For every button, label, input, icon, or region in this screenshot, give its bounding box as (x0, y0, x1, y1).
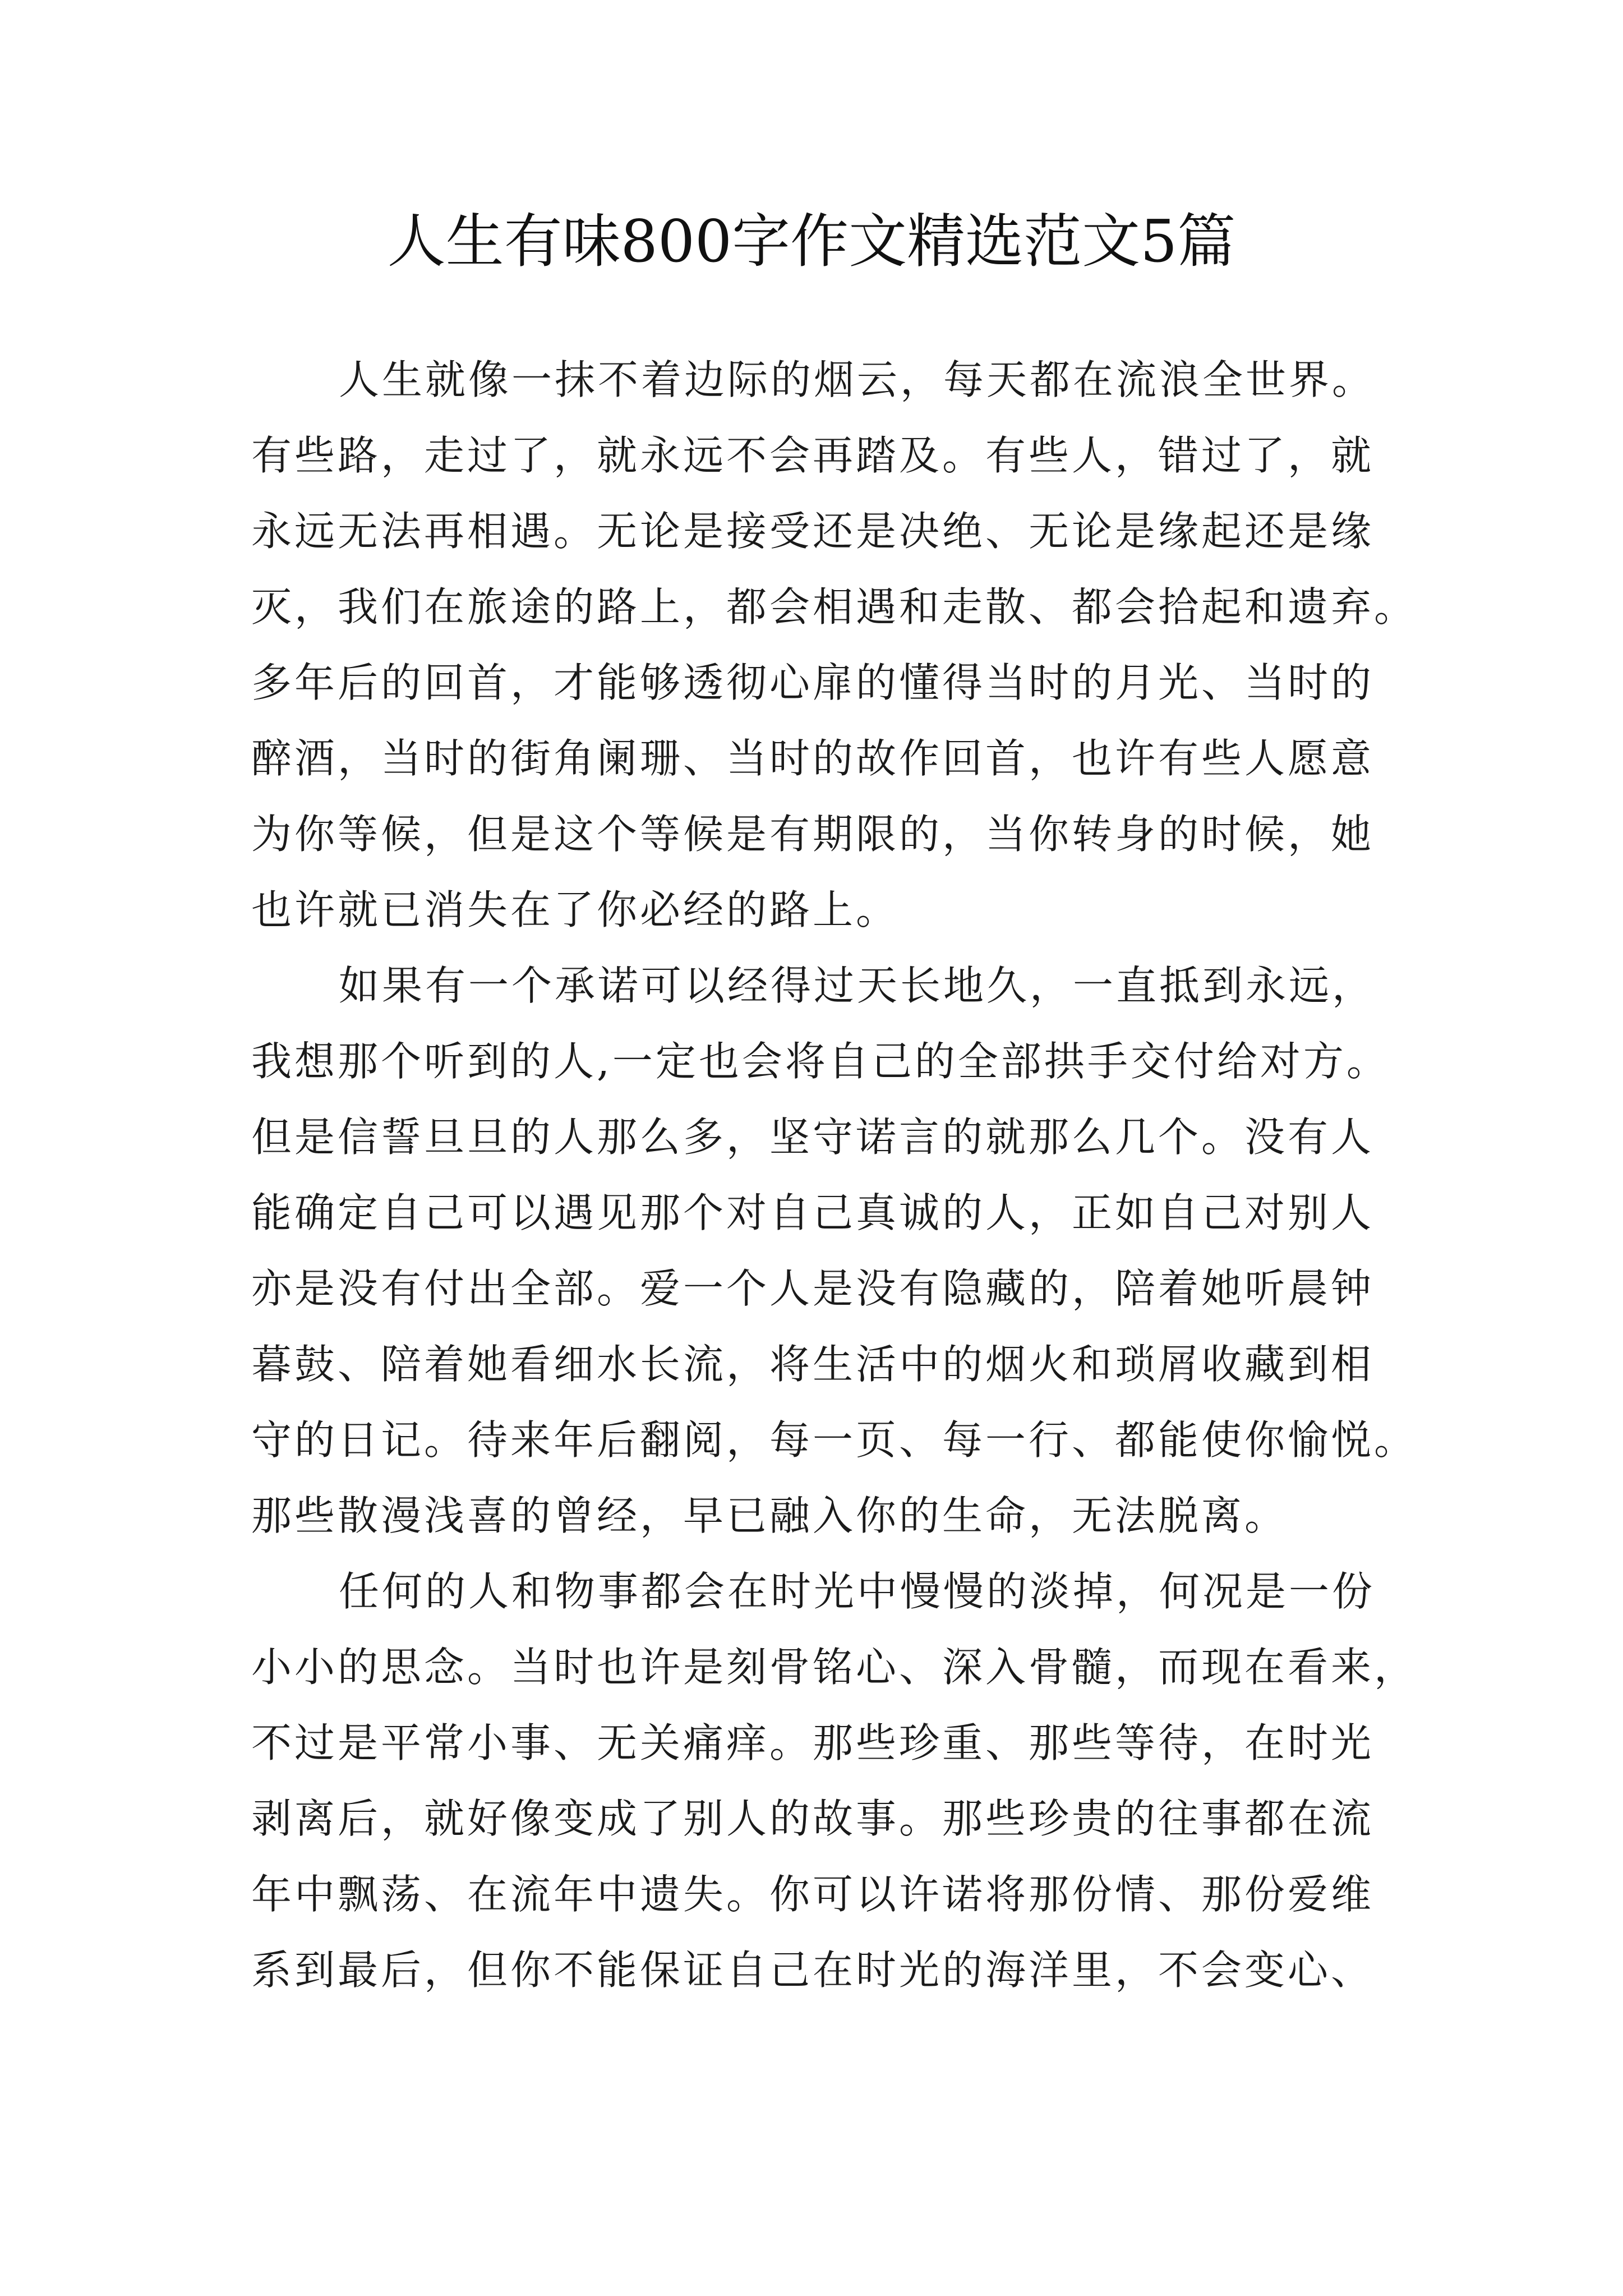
body-line: 不过是平常小事、无关痛痒。那些珍重、那些等待，在时光 (251, 1719, 1375, 1766)
body-line: 年中飘荡、在流年中遗失。你可以许诺将那份情、那份爱维 (251, 1871, 1375, 1918)
body-line: 灭，我们在旅途的路上，都会相遇和走散、都会拾起和遗弃。 (251, 583, 1418, 631)
body-line: 醉酒，当时的街角阑珊、当时的故作回首，也许有些人愿意 (251, 735, 1375, 782)
body-line: 也许就已消失在了你必经的路上。 (251, 886, 900, 933)
body-line: 永远无法再相遇。无论是接受还是决绝、无论是缘起还是缘 (251, 508, 1375, 555)
body-line: 但是信誓旦旦的人那么多，坚守诺言的就那么几个。没有人 (251, 1114, 1375, 1161)
body-line: 有些路，走过了，就永远不会再踏及。有些人，错过了，就 (251, 432, 1375, 479)
body-line: 为你等候，但是这个等候是有期限的，当你转身的时候，她 (251, 811, 1375, 858)
body-line: 亦是没有付出全部。爱一个人是没有隐藏的，陪着她听晨钟 (251, 1265, 1375, 1312)
body-line: 如果有一个承诺可以经得过天长地久，一直抵到永远， (339, 962, 1376, 1009)
body-line: 暮鼓、陪着她看细水长流，将生活中的烟火和琐屑收藏到相 (251, 1341, 1375, 1388)
body-line: 系到最后，但你不能保证自己在时光的海洋里，不会变心、 (251, 1947, 1375, 1994)
body-line: 剥离后，就好像变成了别人的故事。那些珍贵的往事都在流 (251, 1795, 1375, 1842)
body-line: 多年后的回首，才能够透彻心扉的懂得当时的月光、当时的 (251, 659, 1375, 706)
body-line: 任何的人和物事都会在时光中慢慢的淡掉，何况是一份 (339, 1568, 1376, 1615)
body-line: 小小的思念。当时也许是刻骨铭心、深入骨髓，而现在看来， (251, 1644, 1418, 1691)
body-line: 那些散漫浅喜的曾经，早已融入你的生命，无法脱离。 (251, 1492, 1288, 1539)
document-body (251, 342, 1418, 2008)
body-line: 能确定自己可以遇见那个对自己真诚的人，正如自己对别人 (251, 1189, 1375, 1236)
body-line: 守的日记。待来年后翻阅，每一页、每一行、都能使你愉悦。 (251, 1416, 1418, 1464)
body-line: 人生就像一抹不着边际的烟云，每天都在流浪全世界。 (339, 356, 1376, 403)
body-line: 我想那个听到的人,一定也会将自己的全部拱手交付给对方。 (251, 1038, 1390, 1085)
document-title: 人生有味800字作文精选范文5篇 (387, 207, 1236, 275)
